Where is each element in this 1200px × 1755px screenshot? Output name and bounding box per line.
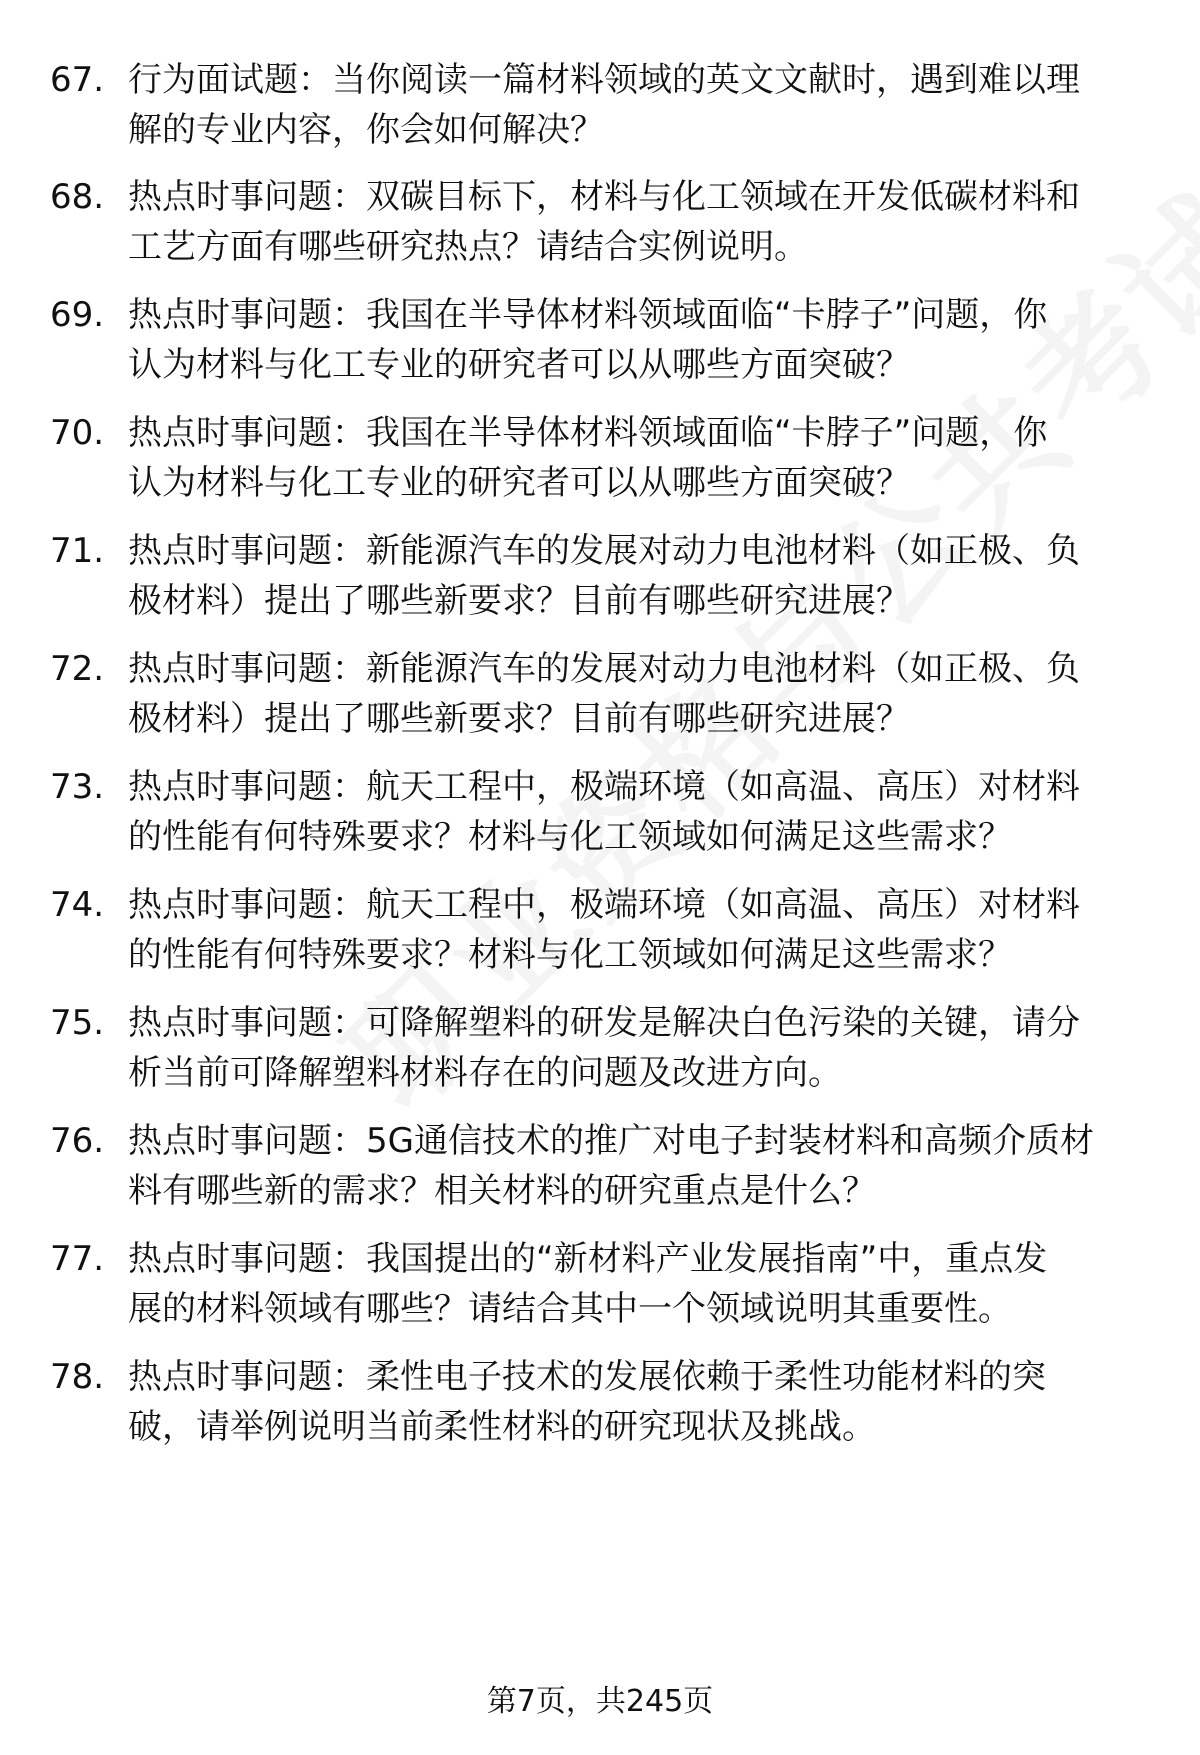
page-footer: 第7页，共245页 xyxy=(486,1684,714,1719)
question-number: 72. xyxy=(50,649,105,689)
question-number: 73. xyxy=(50,767,105,807)
question-text: 行为面试题：当你阅读一篇材料领域的英文文献时，遇到难以理 解的专业内容，你会如何解决？ xyxy=(128,60,1080,150)
question-text: 热点时事问题：航天工程中，极端环境（如高温、高压）对材料 的性能有何特殊要求？材料与化工领域如何满足这些需求？ xyxy=(128,885,1080,975)
question-number: 70. xyxy=(50,413,105,453)
question-number: 68. xyxy=(50,177,105,217)
question-number: 74. xyxy=(50,885,105,925)
question-text: 热点时事问题：5G通信技术的推广对电子封装材料和高频介质材 料有哪些新的需求？相关材料的研究重点是什么？ xyxy=(128,1121,1094,1211)
question-text: 热点时事问题：我国在半导体材料领域面临“卡脖子”问题，你 认为材料与化工专业的研究者可以从哪些方面突破？ xyxy=(128,295,1048,385)
question-text: 热点时事问题：新能源汽车的发展对动力电池材料（如正极、负 极材料）提出了哪些新要求？目前有哪些研究进展？ xyxy=(128,531,1080,621)
question-number: 67. xyxy=(50,60,105,100)
question-text: 热点时事问题：柔性电子技术的发展依赖于柔性功能材料的突 破，请举例说明当前柔性材料的研究现状及挑战。 xyxy=(128,1357,1046,1447)
question-text: 热点时事问题：我国提出的“新材料产业发展指南”中，重点发 展的材料领域有哪些？请结合其中一个领域说明其重要性。 xyxy=(128,1239,1048,1329)
question-text: 热点时事问题：双碳目标下，材料与化工领域在开发低碳材料和 工艺方面有哪些研究热点？请结合实例说明。 xyxy=(128,177,1080,267)
question-number: 76. xyxy=(50,1121,105,1161)
question-text: 热点时事问题：航天工程中，极端环境（如高温、高压）对材料 的性能有何特殊要求？材料与化工领域如何满足这些需求？ xyxy=(128,767,1080,857)
question-number: 71. xyxy=(50,531,105,571)
question-number: 69. xyxy=(50,295,105,335)
question-number: 77. xyxy=(50,1239,105,1279)
question-number: 75. xyxy=(50,1003,105,1043)
question-text: 热点时事问题：可降解塑料的研发是解决白色污染的关键，请分 析当前可降解塑料材料存在的问题及改进方向。 xyxy=(128,1003,1080,1093)
question-text: 热点时事问题：我国在半导体材料领域面临“卡脖子”问题，你 认为材料与化工专业的研究者可以从哪些方面突破？ xyxy=(128,413,1048,503)
question-number: 78. xyxy=(50,1357,105,1397)
question-text: 热点时事问题：新能源汽车的发展对动力电池材料（如正极、负 极材料）提出了哪些新要求？目前有哪些研究进展？ xyxy=(128,649,1080,739)
